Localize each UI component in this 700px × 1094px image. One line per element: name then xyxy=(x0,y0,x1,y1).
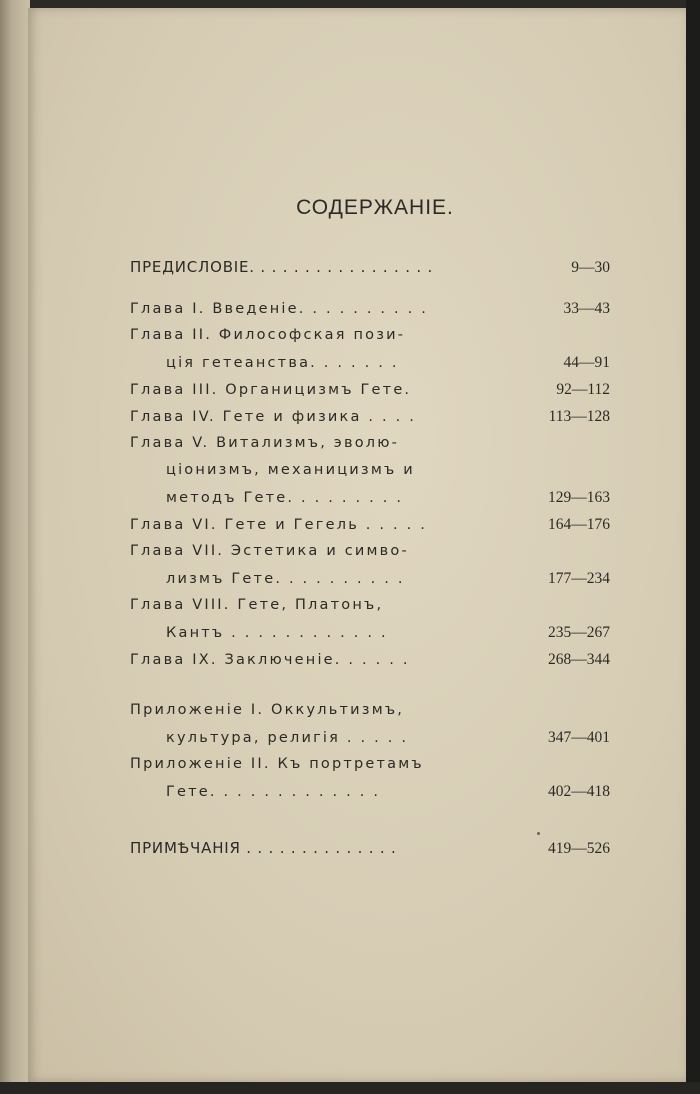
toc-entry-pages: 164—176 xyxy=(548,516,610,533)
toc-entry-pages: 33—43 xyxy=(563,300,610,317)
toc-entry-pages: 177—234 xyxy=(548,570,610,587)
toc-entry-pages: 92—112 xyxy=(556,381,610,398)
toc-entry-label: Глава III. Органицизмъ Гете. xyxy=(130,382,412,398)
toc-entry-appendix-2 xyxy=(130,751,610,778)
toc-entry-chapter-8 xyxy=(130,592,610,619)
toc-entry-label: Кантъ . . . . . . . . . . . . xyxy=(166,625,388,641)
toc-entry-pages: 347—401 xyxy=(548,729,610,746)
toc-entry-chapter-8-cont xyxy=(130,619,610,646)
toc-entry-pages: 235—267 xyxy=(548,624,610,641)
toc-entry-pages: 419—526 xyxy=(548,840,610,857)
toc-entry-chapter-9 xyxy=(130,646,610,673)
toc-entry-chapter-5 xyxy=(130,430,610,457)
toc-entry-label: ПРЕДИСЛОВІЕ. . . . . . . . . . . . . . . . . xyxy=(130,258,434,276)
toc-entry-label: Глава IV. Гете и физика . . . . xyxy=(130,409,417,425)
toc-entry-pages: 402—418 xyxy=(548,783,610,800)
toc-entry-label: Глава V. Витализмъ, эволю- xyxy=(130,435,400,451)
toc-entry-pages: 129—163 xyxy=(548,489,610,506)
toc-entry-label: ПРИМѢЧАНІЯ . . . . . . . . . . . . . . xyxy=(130,839,397,857)
toc-entry-appendix-1-cont xyxy=(130,724,610,751)
background-right xyxy=(686,0,700,1094)
toc-entry-chapter-4 xyxy=(130,403,610,430)
toc-entry-label: методъ Гете. . . . . . . . . xyxy=(166,490,404,506)
toc-title: СОДЕРЖАНІЕ. xyxy=(296,196,454,219)
toc-entry-chapter-6 xyxy=(130,511,610,538)
toc-entry-appendix-1 xyxy=(130,697,610,724)
background-bottom xyxy=(0,1082,700,1094)
toc-entry-chapter-7-cont xyxy=(130,565,610,592)
table-of-contents xyxy=(130,196,610,862)
toc-entry-label: Приложеніе II. Къ портретамъ xyxy=(130,756,424,772)
toc-entry-pages: 44—91 xyxy=(563,354,610,371)
toc-entry-label: Глава VII. Эстетика и симво- xyxy=(130,543,409,559)
toc-entry-chapter-2-cont xyxy=(130,349,610,376)
toc-entry-chapter-5-cont2 xyxy=(130,484,610,511)
toc-entry-label: Приложеніе I. Оккультизмъ, xyxy=(130,702,405,718)
toc-entry-label: Глава VI. Гете и Гегель . . . . . xyxy=(130,517,428,533)
toc-entry-pages: 113—128 xyxy=(548,408,610,425)
toc-entry-appendix-2-cont xyxy=(130,778,610,805)
toc-entry-chapter-1 xyxy=(130,295,610,322)
toc-entry-chapter-2 xyxy=(130,322,610,349)
toc-entry-label: Глава VIII. Гете, Платонъ, xyxy=(130,597,384,613)
page-gutter xyxy=(0,0,30,1094)
toc-entry-label: культура, религія . . . . . xyxy=(166,730,409,746)
toc-entry-chapter-3 xyxy=(130,376,610,403)
toc-entry-label: ція гетеанства. . . . . . . xyxy=(166,355,399,371)
toc-entry-label: Глава I. Введеніе. . . . . . . . . . xyxy=(130,301,429,317)
toc-entry-pages: 9—30 xyxy=(571,259,610,276)
toc-entry-pages: 268—344 xyxy=(548,651,610,668)
toc-entry-preface xyxy=(130,254,610,281)
toc-entry-chapter-5-cont xyxy=(130,457,610,484)
toc-entry-label: лизмъ Гете. . . . . . . . . . xyxy=(166,571,405,587)
toc-entry-chapter-7 xyxy=(130,538,610,565)
toc-entry-label: ціонизмъ, механицизмъ и xyxy=(166,462,415,478)
toc-entry-label: Глава II. Философская пози- xyxy=(130,327,406,343)
toc-entry-label: Гете. . . . . . . . . . . . . xyxy=(166,784,381,800)
toc-entry-label: Глава IX. Заключеніе. . . . . . xyxy=(130,652,410,668)
toc-entry-notes xyxy=(130,835,610,862)
